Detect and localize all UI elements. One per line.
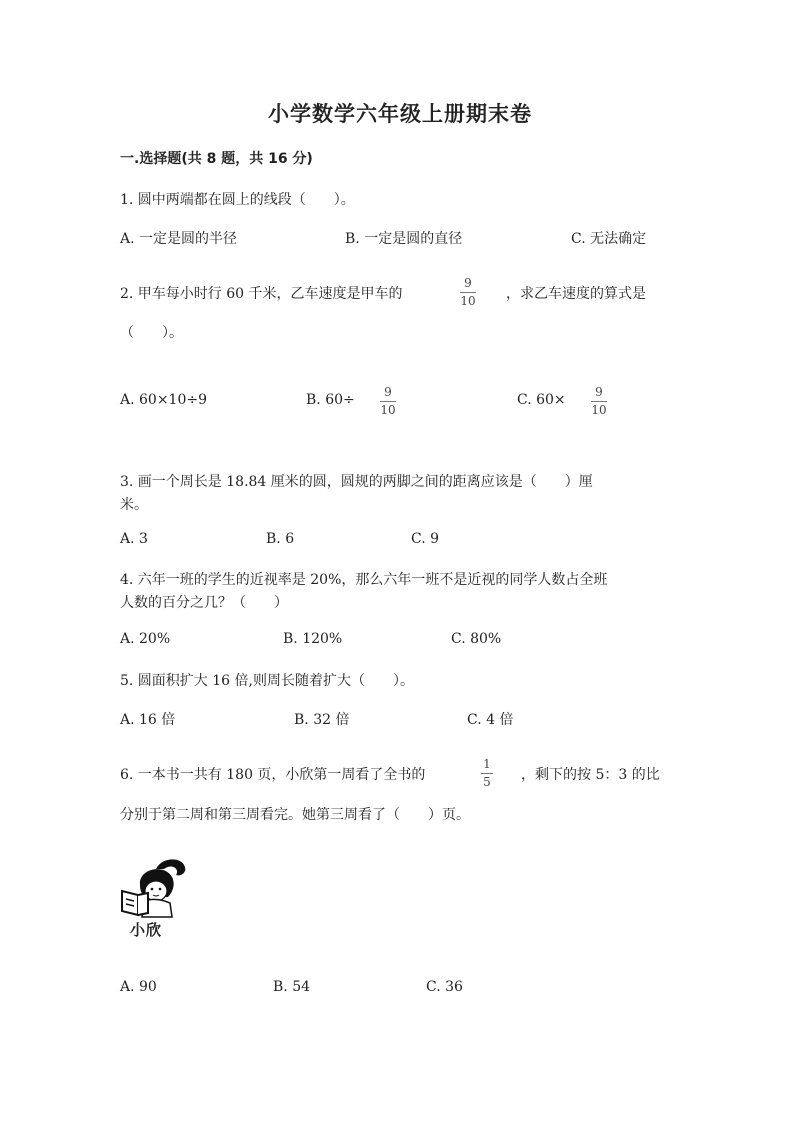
q2-stem-part2: ，求乙车速度的算式是	[506, 286, 646, 302]
q3-option-b: B. 6	[266, 531, 295, 547]
q4-stem-line2: 人数的百分之几？（ ）	[120, 595, 288, 611]
q5-option-a: A. 16 倍	[120, 712, 176, 728]
q6-stem-part2: ，剩下的按 5：3 的比	[521, 767, 660, 783]
q2-option-b: B. 60÷	[306, 392, 355, 408]
q2-option-c-numerator: 9	[595, 385, 603, 399]
q2-fraction-denominator: 10	[460, 294, 476, 308]
q4-option-b: B. 120%	[283, 631, 343, 647]
q2-fraction	[460, 276, 476, 309]
q6-option-b: B. 54	[273, 979, 311, 995]
q1-option-a: A. 一定是圆的半径	[120, 231, 238, 247]
q1-option-c: C. 无法确定	[571, 231, 647, 247]
q2-option-c: C. 60×	[517, 392, 566, 408]
q6-option-a: A. 90	[120, 979, 157, 995]
q6-fraction-numerator: 1	[483, 757, 491, 771]
q2-stem-part3: （ ）。	[120, 325, 183, 341]
q2-stem-part1: 2. 甲车每小时行 60 千米，乙车速度是甲车的	[120, 286, 403, 302]
q2-option-c-fraction	[591, 385, 607, 418]
q2-option-b-fraction	[380, 385, 396, 418]
q4-option-c: C. 80%	[451, 631, 502, 647]
q6-fraction	[481, 757, 493, 790]
q5-stem: 5. 圆面积扩大 16 倍,则周长随着扩大（ ）。	[120, 673, 414, 689]
q5-option-c: C. 4 倍	[467, 712, 514, 728]
fraction-bar	[591, 401, 607, 402]
q1-option-b: B. 一定是圆的直径	[345, 231, 463, 247]
q3-stem-line2: 米。	[120, 497, 148, 513]
page-title: 小学数学六年级上册期末卷	[268, 101, 532, 126]
q6-stem-part3: 分别于第二周和第三周看完。她第三周看了（ ）页。	[120, 807, 470, 823]
girl-name-label: 小欣	[130, 921, 163, 939]
girl-reading-icon	[118, 855, 190, 919]
fraction-bar	[380, 401, 396, 402]
fraction-bar	[460, 292, 476, 293]
q2-option-c-denominator: 10	[591, 403, 607, 417]
q4-option-a: A. 20%	[120, 631, 171, 647]
q4-stem-line1: 4. 六年一班的学生的近视率是 20%，那么六年一班不是近视的同学人数占全班	[120, 572, 608, 588]
q2-fraction-numerator: 9	[464, 276, 472, 290]
girl-reading-illustration	[118, 855, 190, 940]
q6-stem-part1: 6. 一本书一共有 180 页，小欣第一周看了全书的	[120, 767, 426, 783]
q6-option-c: C. 36	[426, 979, 463, 995]
q5-option-b: B. 32 倍	[294, 712, 350, 728]
q3-option-a: A. 3	[120, 531, 148, 547]
q3-stem-line1: 3. 画一个周长是 18.84 厘米的圆，圆规的两脚之间的距离应该是（ ）厘	[120, 474, 593, 490]
q1-stem: 1. 圆中两端都在圆上的线段（ ）。	[120, 192, 355, 208]
section-heading: 一.选择题(共 8 题，共 16 分)	[120, 151, 313, 167]
q2-option-b-denominator: 10	[380, 403, 396, 417]
q2-option-b-numerator: 9	[384, 385, 392, 399]
q3-option-c: C. 9	[411, 531, 440, 547]
q2-option-a: A. 60×10÷9	[120, 392, 208, 408]
q6-fraction-denominator: 5	[483, 775, 491, 789]
fraction-bar	[481, 773, 493, 774]
